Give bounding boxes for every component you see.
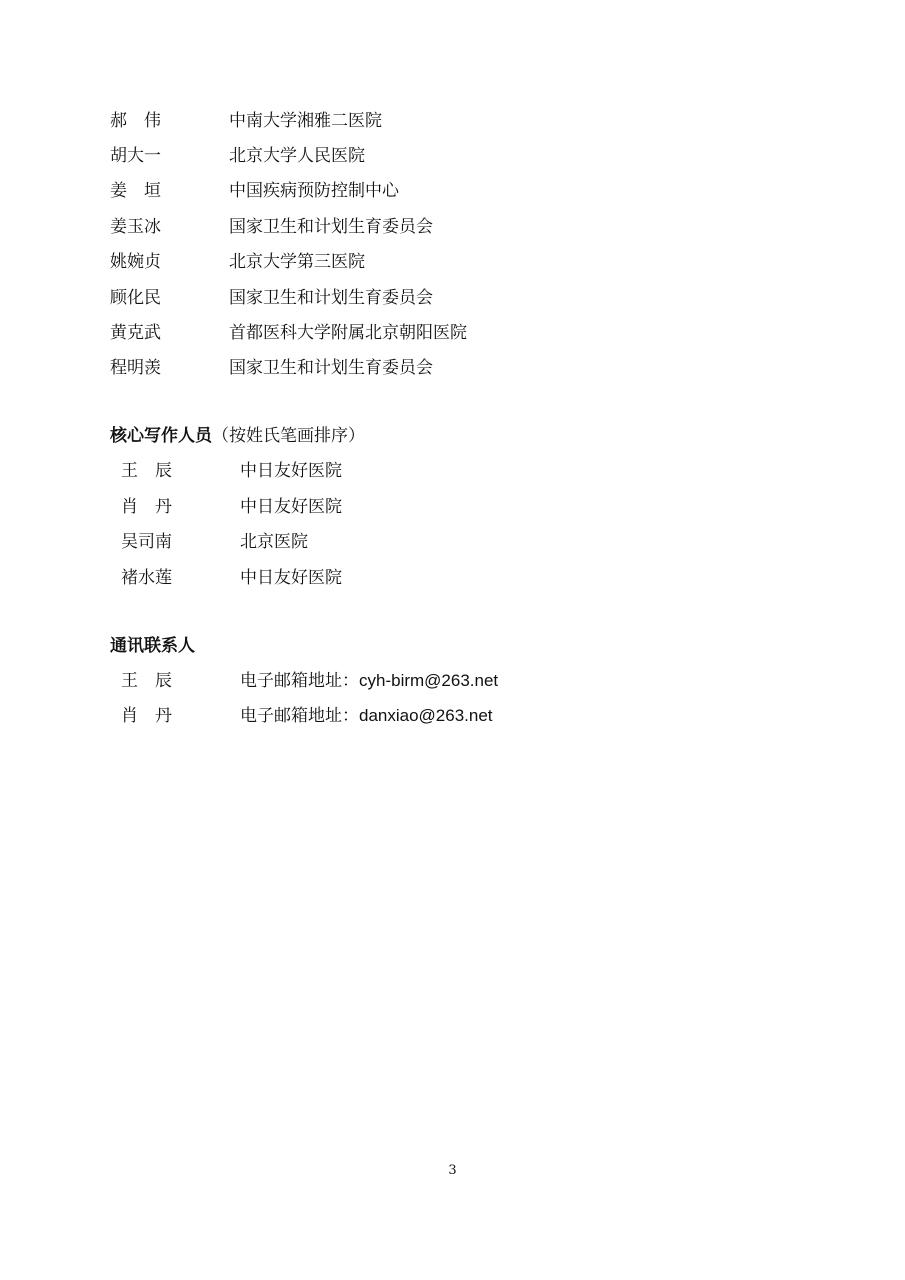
member-name: 程明羡 [110, 358, 161, 378]
core-writer-org: 中日友好医院 [240, 461, 342, 481]
core-writer-name: 王 辰 [121, 461, 172, 481]
core-writers-heading [110, 425, 365, 447]
core-writer-name: 肖 丹 [121, 497, 172, 517]
member-name: 姜玉冰 [110, 217, 161, 237]
member-org: 中南大学湘雅二医院 [229, 111, 382, 131]
contact-email-label: 电子邮箱地址： [240, 706, 359, 726]
core-writer-name: 吴司南 [121, 532, 172, 552]
contact-email[interactable]: cyh-birm@263.net [359, 671, 499, 690]
member-org: 北京大学第三医院 [229, 252, 365, 272]
member-name: 姜 垣 [110, 181, 161, 201]
contact-name: 王 辰 [121, 671, 172, 691]
member-org: 国家卫生和计划生育委员会 [229, 358, 433, 378]
core-writer-name: 褚水莲 [121, 568, 172, 588]
member-name: 郝 伟 [110, 111, 161, 131]
contacts-heading [110, 635, 195, 657]
contact-info [240, 705, 493, 727]
contact-email[interactable]: danxiao@263.net [359, 706, 493, 725]
member-org: 中国疾病预防控制中心 [229, 181, 399, 201]
member-org: 北京大学人民医院 [229, 146, 365, 166]
contact-name: 肖 丹 [121, 706, 172, 726]
core-writers-note: （按姓氏笔画排序） [212, 426, 365, 446]
member-name: 黄克武 [110, 323, 161, 343]
contact-info [240, 670, 498, 692]
member-org: 首都医科大学附属北京朝阳医院 [229, 323, 467, 343]
core-writer-org: 中日友好医院 [240, 497, 342, 517]
core-writer-org: 北京医院 [240, 532, 308, 552]
member-name: 姚婉贞 [110, 252, 161, 272]
member-name: 胡大一 [110, 146, 161, 166]
core-writers-title: 核心写作人员 [110, 426, 212, 446]
contact-email-label: 电子邮箱地址： [240, 671, 359, 691]
page-number: 3 [448, 1163, 457, 1178]
contacts-title: 通讯联系人 [110, 636, 195, 656]
member-org: 国家卫生和计划生育委员会 [229, 288, 433, 308]
member-name: 顾化民 [110, 288, 161, 308]
member-org: 国家卫生和计划生育委员会 [229, 217, 433, 237]
core-writer-org: 中日友好医院 [240, 568, 342, 588]
